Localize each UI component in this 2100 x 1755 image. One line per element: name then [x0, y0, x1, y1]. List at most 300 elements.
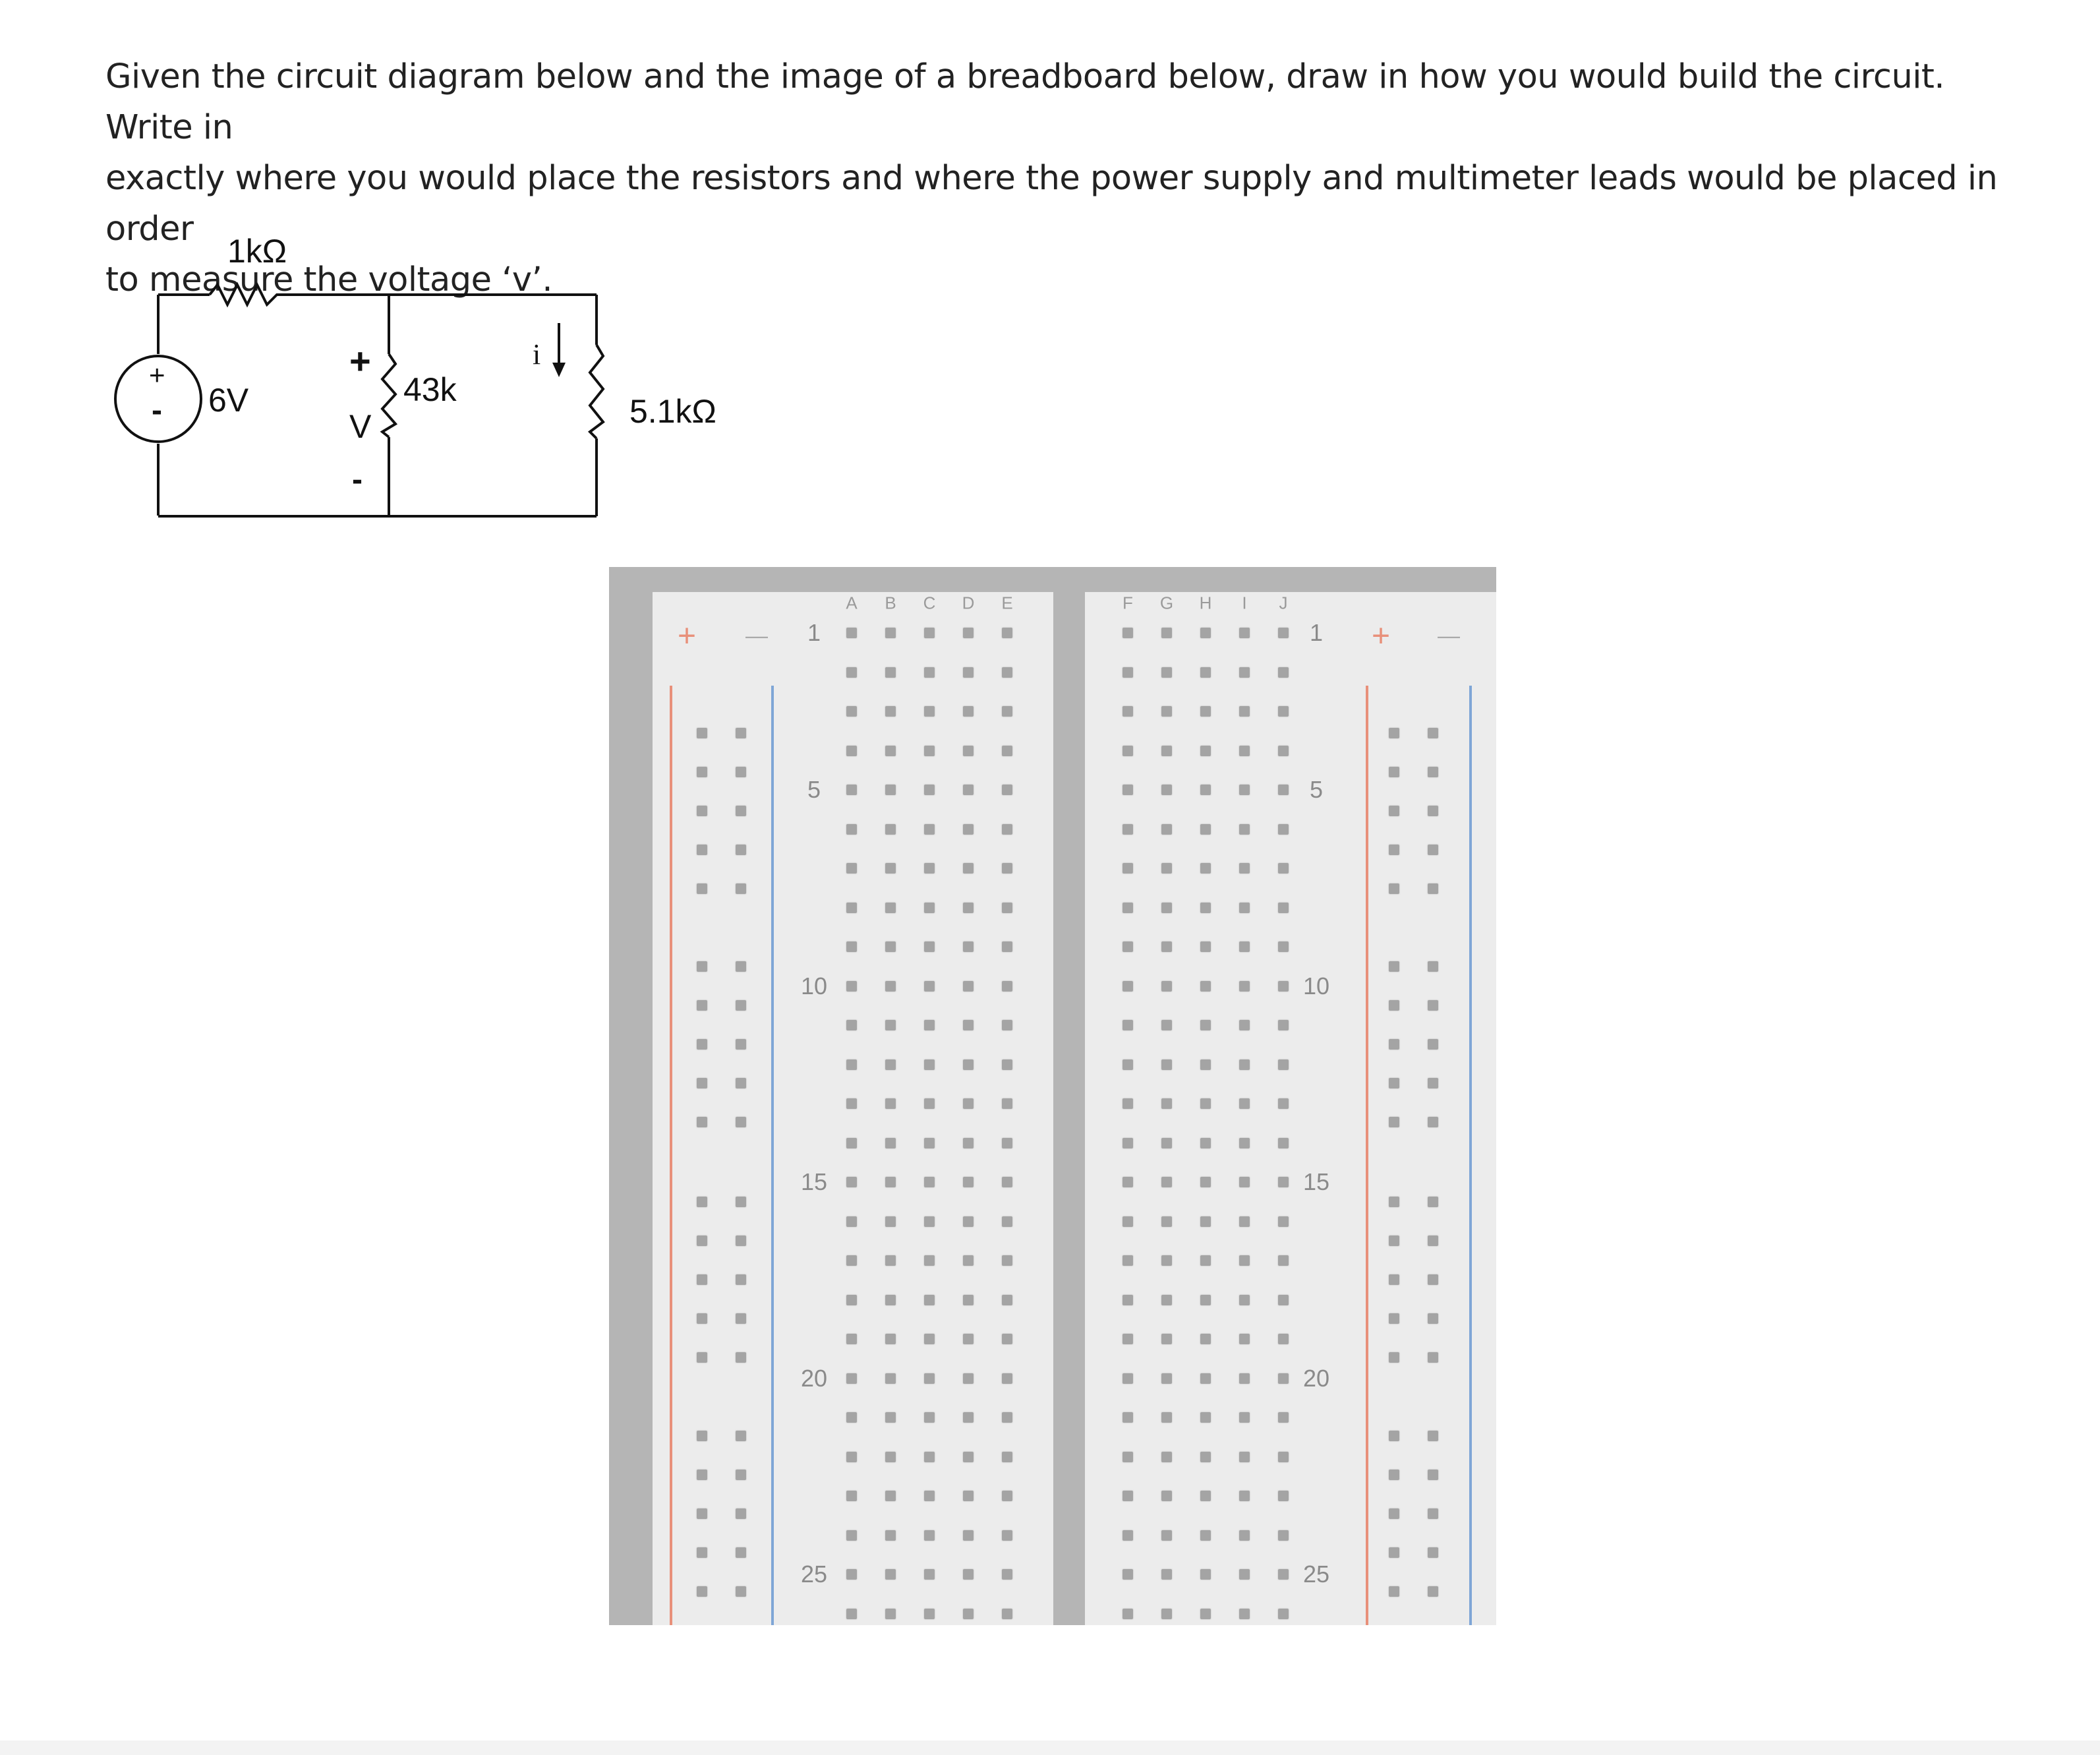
breadboard-hole[interactable]	[1161, 746, 1172, 756]
breadboard-hole[interactable]	[885, 746, 896, 756]
rail-hole[interactable]	[1428, 1078, 1438, 1088]
rail-hole[interactable]	[1428, 728, 1438, 738]
breadboard-hole[interactable]	[924, 1334, 935, 1344]
rail-hole[interactable]	[1389, 767, 1399, 777]
breadboard-hole[interactable]	[924, 1098, 935, 1109]
breadboard-hole[interactable]	[1123, 746, 1133, 756]
breadboard-hole[interactable]	[1123, 785, 1133, 795]
breadboard-hole[interactable]	[846, 1609, 857, 1619]
rail-hole[interactable]	[1389, 845, 1399, 855]
breadboard-hole[interactable]	[1239, 785, 1250, 795]
breadboard-hole[interactable]	[1161, 1334, 1172, 1344]
rail-hole[interactable]	[1389, 1000, 1399, 1011]
rail-hole[interactable]	[1428, 1039, 1438, 1050]
breadboard-hole[interactable]	[1239, 706, 1250, 717]
breadboard-hole[interactable]	[1278, 1609, 1289, 1619]
breadboard-hole[interactable]	[846, 1530, 857, 1541]
breadboard-hole[interactable]	[963, 824, 974, 835]
breadboard-hole[interactable]	[924, 1177, 935, 1187]
breadboard-hole[interactable]	[963, 667, 974, 678]
breadboard-hole[interactable]	[1123, 628, 1133, 638]
breadboard-hole[interactable]	[1161, 785, 1172, 795]
breadboard-hole[interactable]	[1278, 1138, 1289, 1148]
rail-hole[interactable]	[1428, 806, 1438, 816]
breadboard-hole[interactable]	[1161, 1491, 1172, 1501]
breadboard-hole[interactable]	[1002, 1216, 1012, 1227]
breadboard-hole[interactable]	[1002, 863, 1012, 874]
breadboard-hole[interactable]	[885, 1412, 896, 1423]
breadboard-hole[interactable]	[1278, 1530, 1289, 1541]
rail-hole[interactable]	[1389, 1547, 1399, 1558]
breadboard-hole[interactable]	[885, 706, 896, 717]
breadboard-hole[interactable]	[1123, 941, 1133, 952]
breadboard-hole[interactable]	[1123, 981, 1133, 992]
breadboard-hole[interactable]	[1200, 1295, 1211, 1305]
breadboard-hole[interactable]	[885, 1295, 896, 1305]
breadboard-hole[interactable]	[1200, 1177, 1211, 1187]
breadboard-hole[interactable]	[963, 1452, 974, 1462]
breadboard-hole[interactable]	[885, 785, 896, 795]
rail-hole[interactable]	[697, 806, 707, 816]
rail-hole[interactable]	[736, 1313, 746, 1324]
rail-hole[interactable]	[697, 1352, 707, 1363]
breadboard-hole[interactable]	[924, 1255, 935, 1266]
breadboard-hole[interactable]	[1123, 1452, 1133, 1462]
breadboard-hole[interactable]	[1002, 1059, 1012, 1070]
breadboard-hole[interactable]	[846, 903, 857, 913]
breadboard-hole[interactable]	[963, 1569, 974, 1580]
breadboard-hole[interactable]	[1278, 785, 1289, 795]
breadboard-hole[interactable]	[963, 1334, 974, 1344]
rail-hole[interactable]	[1428, 1352, 1438, 1363]
breadboard-hole[interactable]	[1002, 1138, 1012, 1148]
breadboard-hole[interactable]	[963, 1491, 974, 1501]
rail-hole[interactable]	[1389, 1117, 1399, 1127]
breadboard-hole[interactable]	[846, 863, 857, 874]
breadboard-hole[interactable]	[1239, 1255, 1250, 1266]
breadboard-hole[interactable]	[924, 628, 935, 638]
breadboard-hole[interactable]	[1239, 667, 1250, 678]
breadboard-hole[interactable]	[1161, 1255, 1172, 1266]
breadboard-hole[interactable]	[1002, 628, 1012, 638]
breadboard-hole[interactable]	[1239, 1295, 1250, 1305]
breadboard-hole[interactable]	[1278, 746, 1289, 756]
rail-hole[interactable]	[1389, 1274, 1399, 1285]
breadboard-hole[interactable]	[924, 903, 935, 913]
breadboard-hole[interactable]	[1161, 1412, 1172, 1423]
breadboard-hole[interactable]	[1002, 1530, 1012, 1541]
rail-hole[interactable]	[1389, 1078, 1399, 1088]
breadboard-hole[interactable]	[963, 1255, 974, 1266]
breadboard-hole[interactable]	[1123, 1020, 1133, 1030]
breadboard-hole[interactable]	[885, 981, 896, 992]
breadboard-hole[interactable]	[924, 1020, 935, 1030]
breadboard-hole[interactable]	[1123, 1334, 1133, 1344]
breadboard-hole[interactable]	[1123, 1530, 1133, 1541]
breadboard-hole[interactable]	[1239, 903, 1250, 913]
breadboard-hole[interactable]	[846, 628, 857, 638]
breadboard-hole[interactable]	[1200, 1020, 1211, 1030]
breadboard-hole[interactable]	[1200, 706, 1211, 717]
breadboard-hole[interactable]	[963, 941, 974, 952]
breadboard-hole[interactable]	[1278, 1334, 1289, 1344]
breadboard-hole[interactable]	[924, 981, 935, 992]
breadboard-hole[interactable]	[963, 1020, 974, 1030]
rail-hole[interactable]	[1389, 728, 1399, 738]
breadboard-hole[interactable]	[1200, 1334, 1211, 1344]
breadboard-hole[interactable]	[1278, 903, 1289, 913]
breadboard-hole[interactable]	[1239, 1569, 1250, 1580]
breadboard-hole[interactable]	[1239, 1373, 1250, 1384]
breadboard-hole[interactable]	[846, 1098, 857, 1109]
rail-hole[interactable]	[1389, 1586, 1399, 1597]
breadboard-hole[interactable]	[963, 863, 974, 874]
rail-hole[interactable]	[697, 767, 707, 777]
breadboard-hole[interactable]	[885, 1098, 896, 1109]
rail-hole[interactable]	[736, 1547, 746, 1558]
breadboard-hole[interactable]	[1161, 1530, 1172, 1541]
rail-hole[interactable]	[736, 1431, 746, 1441]
breadboard-hole[interactable]	[1278, 1255, 1289, 1266]
breadboard-hole[interactable]	[963, 903, 974, 913]
breadboard-hole[interactable]	[1278, 1373, 1289, 1384]
breadboard-hole[interactable]	[1200, 1569, 1211, 1580]
breadboard-hole[interactable]	[1161, 1452, 1172, 1462]
rail-hole[interactable]	[736, 961, 746, 972]
breadboard-hole[interactable]	[846, 785, 857, 795]
breadboard-hole[interactable]	[885, 628, 896, 638]
breadboard-hole[interactable]	[885, 1569, 896, 1580]
breadboard-hole[interactable]	[1123, 1216, 1133, 1227]
breadboard-hole[interactable]	[1278, 1491, 1289, 1501]
breadboard-hole[interactable]	[885, 941, 896, 952]
breadboard-hole[interactable]	[885, 1609, 896, 1619]
breadboard-hole[interactable]	[1161, 1177, 1172, 1187]
breadboard-hole[interactable]	[1002, 1491, 1012, 1501]
breadboard-hole[interactable]	[1161, 1373, 1172, 1384]
breadboard-hole[interactable]	[1200, 1412, 1211, 1423]
rail-hole[interactable]	[1428, 1000, 1438, 1011]
breadboard-hole[interactable]	[1161, 981, 1172, 992]
rail-hole[interactable]	[697, 1431, 707, 1441]
breadboard-hole[interactable]	[1123, 1412, 1133, 1423]
rail-hole[interactable]	[1428, 845, 1438, 855]
rail-hole[interactable]	[1389, 1197, 1399, 1207]
breadboard-hole[interactable]	[1161, 863, 1172, 874]
breadboard-hole[interactable]	[1278, 863, 1289, 874]
breadboard-hole[interactable]	[924, 1569, 935, 1580]
breadboard-hole[interactable]	[885, 1373, 896, 1384]
breadboard-hole[interactable]	[885, 1020, 896, 1030]
rail-hole[interactable]	[697, 1235, 707, 1246]
rail-hole[interactable]	[1428, 1470, 1438, 1480]
breadboard-hole[interactable]	[1239, 1216, 1250, 1227]
breadboard-hole[interactable]	[1239, 628, 1250, 638]
breadboard-hole[interactable]	[1123, 1569, 1133, 1580]
breadboard-hole[interactable]	[1002, 785, 1012, 795]
breadboard-hole[interactable]	[1123, 1059, 1133, 1070]
breadboard-hole[interactable]	[924, 1295, 935, 1305]
breadboard-hole[interactable]	[1161, 1059, 1172, 1070]
breadboard-hole[interactable]	[885, 1255, 896, 1266]
breadboard-hole[interactable]	[924, 1138, 935, 1148]
breadboard-hole[interactable]	[924, 941, 935, 952]
breadboard-hole[interactable]	[1123, 1177, 1133, 1187]
rail-hole[interactable]	[697, 1470, 707, 1480]
breadboard-hole[interactable]	[1161, 1020, 1172, 1030]
breadboard-hole[interactable]	[1002, 1295, 1012, 1305]
breadboard-hole[interactable]	[1278, 706, 1289, 717]
breadboard-hole[interactable]	[1002, 746, 1012, 756]
breadboard-hole[interactable]	[846, 1373, 857, 1384]
breadboard-hole[interactable]	[1239, 981, 1250, 992]
breadboard-hole[interactable]	[1161, 941, 1172, 952]
rail-hole[interactable]	[736, 767, 746, 777]
breadboard-hole[interactable]	[1002, 1255, 1012, 1266]
breadboard-hole[interactable]	[963, 1373, 974, 1384]
breadboard-hole[interactable]	[1200, 667, 1211, 678]
rail-hole[interactable]	[1428, 1547, 1438, 1558]
rail-hole[interactable]	[1389, 1313, 1399, 1324]
rail-hole[interactable]	[1389, 1039, 1399, 1050]
breadboard-hole[interactable]	[1002, 1569, 1012, 1580]
breadboard-hole[interactable]	[963, 746, 974, 756]
rail-hole[interactable]	[697, 1313, 707, 1324]
breadboard-hole[interactable]	[1200, 824, 1211, 835]
rail-hole[interactable]	[736, 1508, 746, 1519]
breadboard-hole[interactable]	[1123, 667, 1133, 678]
breadboard-hole[interactable]	[1239, 1059, 1250, 1070]
rail-hole[interactable]	[1428, 961, 1438, 972]
breadboard-hole[interactable]	[924, 1491, 935, 1501]
breadboard-hole[interactable]	[1200, 1216, 1211, 1227]
rail-hole[interactable]	[697, 961, 707, 972]
breadboard-hole[interactable]	[963, 981, 974, 992]
breadboard-hole[interactable]	[1123, 1098, 1133, 1109]
breadboard-hole[interactable]	[963, 785, 974, 795]
rail-hole[interactable]	[736, 1235, 746, 1246]
breadboard-hole[interactable]	[1239, 941, 1250, 952]
rail-hole[interactable]	[736, 1470, 746, 1480]
breadboard-hole[interactable]	[1161, 824, 1172, 835]
breadboard-hole[interactable]	[846, 1334, 857, 1344]
breadboard-hole[interactable]	[1002, 824, 1012, 835]
breadboard-hole[interactable]	[1123, 824, 1133, 835]
rail-hole[interactable]	[1389, 961, 1399, 972]
breadboard-hole[interactable]	[1278, 1452, 1289, 1462]
breadboard-hole[interactable]	[885, 1491, 896, 1501]
rail-hole[interactable]	[697, 1117, 707, 1127]
breadboard-hole[interactable]	[1278, 1295, 1289, 1305]
breadboard-hole[interactable]	[1278, 1059, 1289, 1070]
breadboard-hole[interactable]	[1161, 706, 1172, 717]
breadboard-hole[interactable]	[963, 1530, 974, 1541]
breadboard-hole[interactable]	[1239, 1452, 1250, 1462]
breadboard-hole[interactable]	[963, 706, 974, 717]
breadboard-hole[interactable]	[1239, 746, 1250, 756]
breadboard-hole[interactable]	[846, 1020, 857, 1030]
breadboard-hole[interactable]	[924, 1412, 935, 1423]
breadboard-hole[interactable]	[1278, 1412, 1289, 1423]
rail-hole[interactable]	[697, 845, 707, 855]
breadboard-hole[interactable]	[1002, 1412, 1012, 1423]
breadboard-hole[interactable]	[1002, 1452, 1012, 1462]
breadboard-hole[interactable]	[1161, 903, 1172, 913]
breadboard-hole[interactable]	[846, 1295, 857, 1305]
breadboard-hole[interactable]	[885, 1530, 896, 1541]
rail-hole[interactable]	[697, 1274, 707, 1285]
breadboard-hole[interactable]	[1161, 1569, 1172, 1580]
breadboard-hole[interactable]	[1278, 667, 1289, 678]
breadboard-hole[interactable]	[924, 1373, 935, 1384]
breadboard-hole[interactable]	[1161, 1609, 1172, 1619]
rail-hole[interactable]	[697, 1078, 707, 1088]
breadboard-hole[interactable]	[846, 667, 857, 678]
rail-hole[interactable]	[697, 1000, 707, 1011]
breadboard-hole[interactable]	[846, 1177, 857, 1187]
breadboard-hole[interactable]	[1278, 981, 1289, 992]
breadboard-hole[interactable]	[963, 1059, 974, 1070]
breadboard-hole[interactable]	[924, 1059, 935, 1070]
breadboard-hole[interactable]	[1278, 824, 1289, 835]
breadboard-hole[interactable]	[1002, 941, 1012, 952]
breadboard-hole[interactable]	[924, 667, 935, 678]
breadboard-hole[interactable]	[1239, 1412, 1250, 1423]
breadboard-hole[interactable]	[885, 667, 896, 678]
breadboard-hole[interactable]	[924, 1609, 935, 1619]
breadboard-hole[interactable]	[1123, 1609, 1133, 1619]
breadboard-hole[interactable]	[1200, 1138, 1211, 1148]
breadboard-hole[interactable]	[1200, 1530, 1211, 1541]
breadboard-hole[interactable]	[963, 1295, 974, 1305]
breadboard-hole[interactable]	[924, 1216, 935, 1227]
rail-hole[interactable]	[697, 1197, 707, 1207]
breadboard-hole[interactable]	[1239, 1020, 1250, 1030]
breadboard-hole[interactable]	[846, 706, 857, 717]
breadboard-hole[interactable]	[1278, 1569, 1289, 1580]
breadboard-hole[interactable]	[846, 981, 857, 992]
breadboard-hole[interactable]	[885, 824, 896, 835]
breadboard-hole[interactable]	[1161, 1295, 1172, 1305]
rail-hole[interactable]	[1428, 1197, 1438, 1207]
breadboard-hole[interactable]	[1002, 706, 1012, 717]
breadboard-hole[interactable]	[1161, 1138, 1172, 1148]
rail-hole[interactable]	[736, 1078, 746, 1088]
breadboard-hole[interactable]	[1200, 628, 1211, 638]
rail-hole[interactable]	[697, 883, 707, 894]
rail-hole[interactable]	[736, 728, 746, 738]
rail-hole[interactable]	[736, 1000, 746, 1011]
rail-hole[interactable]	[1389, 1352, 1399, 1363]
breadboard-hole[interactable]	[1002, 981, 1012, 992]
breadboard-hole[interactable]	[885, 1452, 896, 1462]
breadboard-hole[interactable]	[1002, 1609, 1012, 1619]
rail-hole[interactable]	[697, 728, 707, 738]
rail-hole[interactable]	[1428, 767, 1438, 777]
breadboard-hole[interactable]	[1200, 1491, 1211, 1501]
breadboard-hole[interactable]	[1278, 1216, 1289, 1227]
breadboard-hole[interactable]	[1002, 903, 1012, 913]
breadboard-hole[interactable]	[846, 1138, 857, 1148]
breadboard-hole[interactable]	[963, 628, 974, 638]
breadboard-hole[interactable]	[846, 1491, 857, 1501]
breadboard-hole[interactable]	[846, 1569, 857, 1580]
rail-hole[interactable]	[1428, 1313, 1438, 1324]
rail-hole[interactable]	[736, 1039, 746, 1050]
breadboard-hole[interactable]	[924, 746, 935, 756]
breadboard-hole[interactable]	[1200, 746, 1211, 756]
breadboard-hole[interactable]	[885, 903, 896, 913]
rail-hole[interactable]	[1428, 883, 1438, 894]
breadboard-hole[interactable]	[1239, 1138, 1250, 1148]
breadboard-hole[interactable]	[846, 1412, 857, 1423]
breadboard-hole[interactable]	[1161, 1098, 1172, 1109]
breadboard-hole[interactable]	[1278, 1098, 1289, 1109]
breadboard-hole[interactable]	[1239, 1334, 1250, 1344]
breadboard-hole[interactable]	[1123, 706, 1133, 717]
breadboard-hole[interactable]	[1123, 863, 1133, 874]
breadboard-hole[interactable]	[1002, 1177, 1012, 1187]
breadboard-hole[interactable]	[1239, 1098, 1250, 1109]
rail-hole[interactable]	[1428, 1117, 1438, 1127]
breadboard-hole[interactable]	[846, 824, 857, 835]
breadboard-hole[interactable]	[1123, 1295, 1133, 1305]
rail-hole[interactable]	[697, 1039, 707, 1050]
rail-hole[interactable]	[697, 1586, 707, 1597]
breadboard-hole[interactable]	[1278, 1020, 1289, 1030]
breadboard-hole[interactable]	[924, 1530, 935, 1541]
rail-hole[interactable]	[1428, 1235, 1438, 1246]
breadboard-hole[interactable]	[1161, 667, 1172, 678]
rail-hole[interactable]	[1428, 1431, 1438, 1441]
breadboard-hole[interactable]	[1239, 1177, 1250, 1187]
breadboard-hole[interactable]	[1278, 628, 1289, 638]
rail-hole[interactable]	[1389, 1235, 1399, 1246]
rail-hole[interactable]	[1428, 1508, 1438, 1519]
breadboard-hole[interactable]	[963, 1098, 974, 1109]
breadboard-hole[interactable]	[1239, 824, 1250, 835]
rail-hole[interactable]	[736, 1117, 746, 1127]
breadboard-hole[interactable]	[846, 746, 857, 756]
breadboard-hole[interactable]	[1200, 941, 1211, 952]
breadboard-hole[interactable]	[1002, 667, 1012, 678]
breadboard-hole[interactable]	[885, 863, 896, 874]
breadboard-hole[interactable]	[963, 1138, 974, 1148]
breadboard-hole[interactable]	[1200, 863, 1211, 874]
rail-hole[interactable]	[736, 845, 746, 855]
breadboard-hole[interactable]	[1239, 863, 1250, 874]
breadboard-hole[interactable]	[885, 1334, 896, 1344]
breadboard-hole[interactable]	[1239, 1530, 1250, 1541]
breadboard-hole[interactable]	[885, 1216, 896, 1227]
rail-hole[interactable]	[697, 1508, 707, 1519]
breadboard-hole[interactable]	[1200, 981, 1211, 992]
breadboard-hole[interactable]	[885, 1059, 896, 1070]
rail-hole[interactable]	[1389, 1508, 1399, 1519]
breadboard-hole[interactable]	[846, 1255, 857, 1266]
breadboard-hole[interactable]	[1200, 1373, 1211, 1384]
breadboard-hole[interactable]	[1278, 1177, 1289, 1187]
breadboard-hole[interactable]	[963, 1412, 974, 1423]
breadboard-hole[interactable]	[924, 706, 935, 717]
breadboard-hole[interactable]	[1200, 1059, 1211, 1070]
breadboard-hole[interactable]	[1200, 903, 1211, 913]
rail-hole[interactable]	[736, 1586, 746, 1597]
breadboard-hole[interactable]	[1278, 941, 1289, 952]
breadboard-hole[interactable]	[1161, 1216, 1172, 1227]
rail-hole[interactable]	[736, 806, 746, 816]
breadboard-hole[interactable]	[1239, 1609, 1250, 1619]
